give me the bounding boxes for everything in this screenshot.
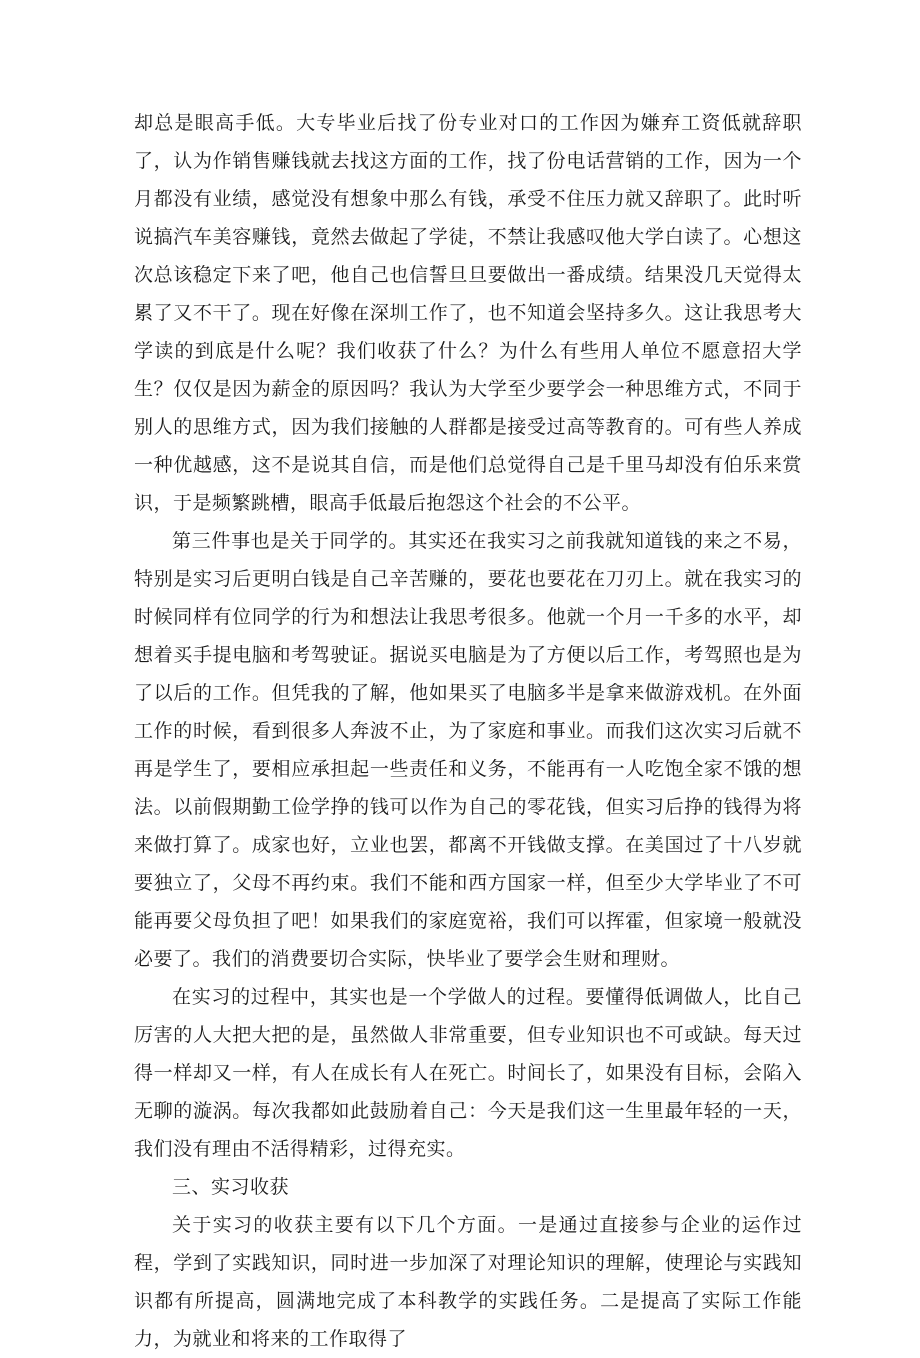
document-body [134, 104, 802, 1358]
paragraph-third-matter: 第三件事也是关于同学的。其实还在我实习之前我就知道钱的来之不易，特别是实习后更明白钱是自己辛苦赚的，要花也要花在刀刃上。就在我实习的时候同样有位同学的行为和想法让我思考很多。他就一个月一千多的水平，却想着买手提电脑和考驾驶证。据说买电脑是为了方便以后工作，考驾照也是为了以后的工作。但凭我的了解，他如果买了电脑多半是拿来做游戏机。在外面工作的时候，看到很多人奔波不止，为了家庭和事业。而我们这次实习后就不再是学生了，要相应承担起一些责任和义务，不能再有一人吃饱全家不饿的想法。以前假期勤工俭学挣的钱可以作为自己的零花钱，但实习后挣的钱得为将来做打算了。成家也好，立业也罢，都离不开钱做支撑。在美国过了十八岁就要独立了，父母不再约束。我们不能和西方国家一样，但至少大学毕业了不可能再要父母负担了吧！如果我们的家庭宽裕，我们可以挥霍，但家境一般就没必要了。我们的消费要切合实际，快毕业了要学会生财和理财。 [134, 530, 802, 970]
paragraph-continuation: 却总是眼高手低。大专毕业后找了份专业对口的工作因为嫌弃工资低就辞职了，认为作销售赚钱就去找这方面的工作，找了份电话营销的工作，因为一个月都没有业绩，感觉没有想象中那么有钱，承受不住压力就又辞职了。此时听说搞汽车美容赚钱，竟然去做起了学徒，不禁让我感叹他大学白读了。心想这次总该稳定下来了吧，他自己也信誓旦旦要做出一番成绩。结果没几天觉得太累了又不干了。现在好像在深圳工作了，也不知道会坚持多久。这让我思考大学读的到底是什么呢？我们收获了什么？为什么有些用人单位不愿意招大学生？仅仅是因为薪金的原因吗？我认为大学至少要学会一种思维方式，不同于别人的思维方式，因为我们接触的人群都是接受过高等教育的。可有些人养成一种优越感，这不是说其自信，而是他们总觉得自己是千里马却没有伯乐来赏识，于是频繁跳槽，眼高手低最后抱怨这个社会的不公平。 [134, 112, 802, 514]
section-heading: 三、实习收获 [172, 1176, 290, 1198]
paragraph-internship-process: 在实习的过程中，其实也是一个学做人的过程。要懂得低调做人，比自己厉害的人大把大把的是，虽然做人非常重要，但专业知识也不可或缺。每天过得一样却又一样，有人在成长有人在死亡。时间长了，如果没有目标，会陷入无聊的漩涡。每次我都如此鼓励着自己：今天是我们这一生里最年轻的一天，我们没有理由不活得精彩，过得充实。 [134, 986, 802, 1160]
paragraph-internship-gains: 关于实习的收获主要有以下几个方面。一是通过直接参与企业的运作过程，学到了实践知识，同时进一步加深了对理论知识的理解，使理论与实践知识都有所提高，圆满地完成了本科教学的实践任务。二是提高了实际工作能力，为就业和将来的工作取得了 [134, 1214, 802, 1350]
